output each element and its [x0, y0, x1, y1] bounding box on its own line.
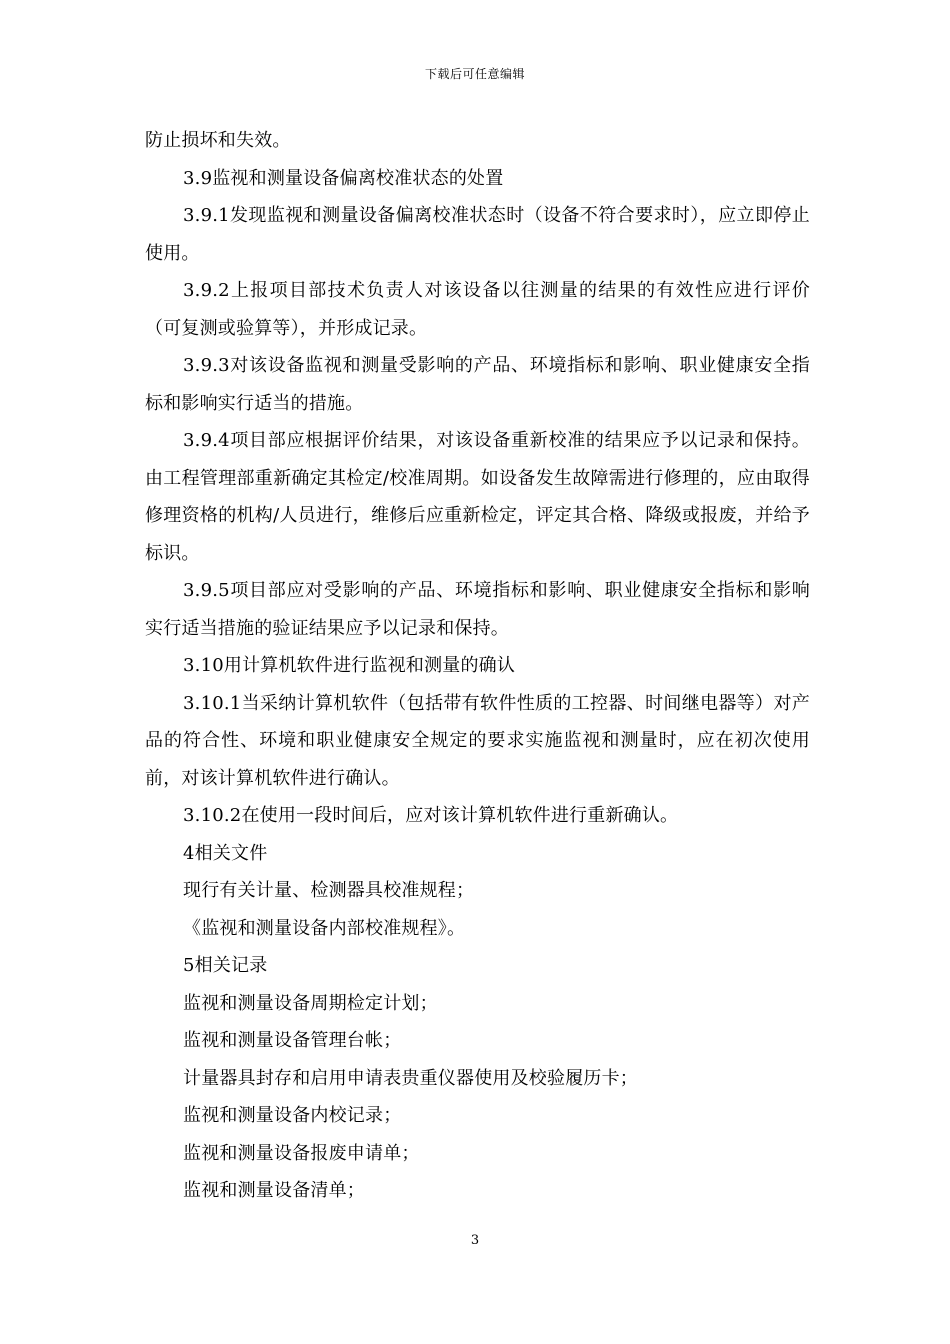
document-body	[145, 122, 810, 1210]
list-item: 监视和测量设备内校记录；	[183, 1105, 402, 1126]
section-heading-4: 4相关文件	[183, 842, 268, 864]
section-heading-3-9: 3.9监视和测量设备偏离校准状态的处置	[183, 167, 504, 189]
paragraph-3-9-4: 3.9.4项目部应根据评价结果，对该设备重新校准的结果应予以记录和保持。由工程管理部重新确定其检定/校准周期。如设备发生故障需进行修理的，应由取得修理资格的机构/人员进行，维修后应重新检定，评定其合格、降级或报废，并给予标识。	[145, 430, 810, 564]
list-item: 现行有关计量、检测器具校准规程；	[183, 880, 475, 901]
paragraph-3-10-1: 3.10.1当采纳计算机软件（包括带有软件性质的工控器、时间继电器等）对产品的符合性、环境和职业健康安全规定的要求实施监视和测量时，应在初次使用前，对该计算机软件进行确认。	[145, 692, 810, 789]
list-item: 监视和测量设备清单；	[183, 1180, 365, 1201]
paragraph-3-9-3: 3.9.3对该设备监视和测量受影响的产品、环境指标和影响、职业健康安全指标和影响实行适当的措施。	[145, 355, 810, 414]
list-item: 监视和测量设备周期检定计划；	[183, 992, 438, 1014]
paragraph-3-9-5: 3.9.5项目部应对受影响的产品、环境指标和影响、职业健康安全指标和影响实行适当措施的验证结果应予以记录和保持。	[145, 580, 810, 639]
paragraph: 防止损坏和失效。	[145, 130, 291, 151]
paragraph-3-9-1: 3.9.1发现监视和测量设备偏离校准状态时（设备不符合要求时），应立即停止使用。	[145, 205, 810, 264]
section-heading-3-10: 3.10用计算机软件进行监视和测量的确认	[183, 655, 516, 676]
list-item: 监视和测量设备管理台帐；	[183, 1030, 402, 1051]
paragraph-3-10-2: 3.10.2在使用一段时间后，应对该计算机软件进行重新确认。	[183, 805, 679, 826]
paragraph-3-9-2: 3.9.2上报项目部技术负责人对该设备以往测量的结果的有效性应进行评价（可复测或验算等），并形成记录。	[145, 280, 810, 339]
list-item: 《监视和测量设备内部校准规程》。	[183, 917, 466, 939]
section-heading-5: 5相关记录	[183, 955, 268, 976]
list-item: 监视和测量设备报废申请单；	[183, 1142, 420, 1164]
page-header: 下载后可任意编辑	[424, 67, 525, 81]
list-item: 计量器具封存和启用申请表贵重仪器使用及校验履历卡；	[183, 1067, 638, 1089]
page-number: 3	[470, 1233, 480, 1248]
